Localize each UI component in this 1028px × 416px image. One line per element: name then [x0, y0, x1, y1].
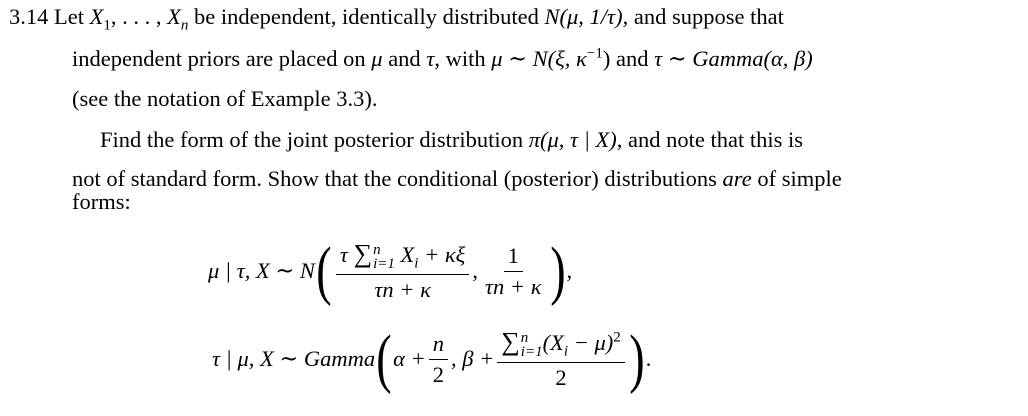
- sum-lower: i=1: [373, 255, 395, 272]
- math-tau: τ: [426, 46, 435, 71]
- left-paren: (: [376, 322, 392, 395]
- math-normal-dist: N(μ, 1/τ): [544, 4, 623, 29]
- math-prior-tau: τ ∼ Gamma(α, β): [654, 46, 813, 71]
- sum-lower: i=1: [520, 343, 543, 360]
- math-comma: ,: [472, 258, 478, 283]
- sum-symbol: ∑: [353, 239, 373, 269]
- eq1-numerator-2: 1: [504, 244, 523, 272]
- math-comma: ,: [566, 258, 573, 283]
- math-plus-kappa-xi: + κξ: [418, 242, 466, 268]
- math-prior-mu: μ ∼ N(ξ, κ: [491, 46, 587, 71]
- math-x: X: [89, 4, 104, 29]
- text-forms: forms:: [72, 189, 131, 214]
- math-sub: i: [563, 343, 569, 360]
- exercise-line-3: [72, 88, 378, 111]
- exercise-line-1: [9, 4, 784, 34]
- exercise-line-6: [72, 191, 131, 214]
- eq1-denominator-2: τn + κ: [484, 273, 542, 299]
- eq1-fraction-2: [481, 244, 546, 298]
- text-not-standard: not of standard form. Show that the conditional (posterior) distributions: [72, 166, 723, 191]
- exercise-line-4: [100, 129, 803, 152]
- right-paren: ): [549, 234, 566, 307]
- eq2-fraction-1: [429, 332, 448, 386]
- exercise-line-2: [72, 45, 813, 71]
- text-let: Let: [54, 4, 90, 29]
- math-mu: μ: [371, 46, 383, 71]
- text-with: , with: [434, 46, 492, 71]
- text-and: and: [610, 46, 655, 71]
- eq2-numerator-2: [497, 328, 625, 363]
- math-beta-plus: , β +: [450, 346, 495, 371]
- math-x: X: [167, 4, 181, 29]
- text-find-form: Find the form of the joint posterior distribution: [100, 127, 529, 152]
- text-iid: be independent, identically distributed: [188, 4, 545, 29]
- text-emphasis: are: [722, 166, 752, 191]
- eq2-denominator-1: 2: [432, 361, 444, 387]
- math-period: .: [645, 346, 652, 371]
- math-tau: τ: [339, 242, 348, 268]
- left-paren: (: [316, 234, 332, 307]
- math-square: 2: [613, 329, 621, 346]
- eq2-fraction-2: [497, 328, 625, 390]
- exercise-number: 3.14: [9, 4, 49, 29]
- eq1-lhs: μ | τ, X ∼ N: [208, 258, 315, 283]
- eq2-numerator-1: n: [429, 332, 448, 360]
- sum-upper: n: [520, 329, 529, 346]
- math-x: (X: [542, 330, 564, 356]
- sum-upper: n: [373, 241, 381, 258]
- math-paren: ): [602, 46, 611, 71]
- eq1-numerator-1: [336, 240, 469, 275]
- equation-mu-conditional: [208, 232, 572, 310]
- exercise-line-5: [72, 168, 842, 191]
- text-see-example: (see the notation of Example 3.3).: [72, 86, 378, 111]
- math-alpha-plus: α +: [393, 346, 426, 371]
- text-and: and: [382, 46, 427, 71]
- math-posterior: π(μ, τ | X): [528, 127, 617, 152]
- math-sup: −1: [586, 45, 603, 62]
- eq2-denominator-2: 2: [555, 365, 567, 391]
- sum-symbol: ∑: [501, 327, 520, 357]
- math-x: X: [400, 242, 415, 268]
- eq1-denominator-1: τn + κ: [374, 277, 431, 303]
- math-sub: n: [180, 17, 189, 34]
- math-sub: i: [414, 255, 419, 272]
- text-suppose: , and suppose that: [622, 4, 784, 29]
- right-paren: ): [629, 322, 645, 395]
- text-of-simple: of simple: [751, 166, 842, 191]
- eq1-fraction-1: [336, 240, 469, 302]
- eq2-lhs: τ | μ, X ∼ Gamma: [212, 346, 376, 371]
- math-minus-mu: − μ): [568, 330, 614, 356]
- text-note: , and note that this is: [616, 127, 803, 152]
- math-sub: 1: [103, 17, 111, 34]
- math-dots: , . . . ,: [110, 4, 168, 29]
- text-priors: independent priors are placed on: [72, 46, 372, 71]
- equation-tau-conditional: [212, 322, 651, 396]
